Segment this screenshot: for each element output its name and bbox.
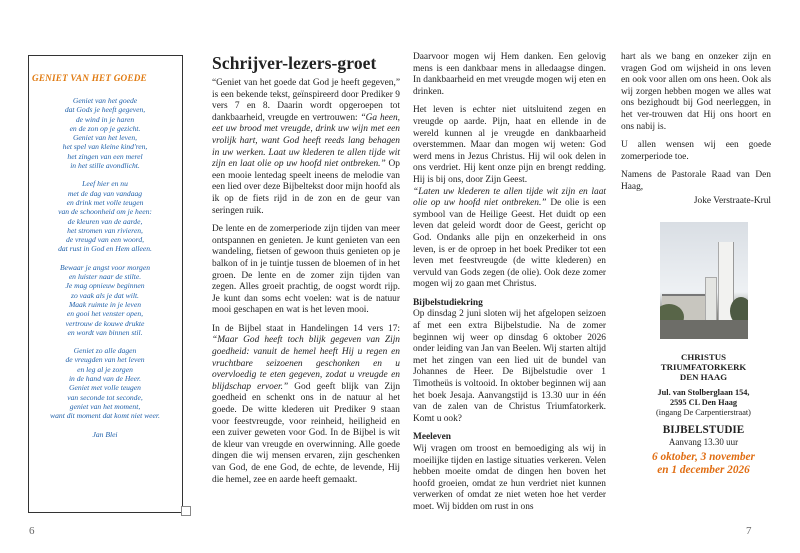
poem-stanza [32,263,178,337]
poem-line: de vreugd van een woord, [65,235,145,245]
poem-line: in het stille avondlicht. [70,161,140,171]
bell-tower-shape [705,277,717,322]
section-title: Meeleven [413,432,451,443]
poem-line: van seconde tot seconde, [67,392,143,402]
poem-line: de vreugden van het leven [65,355,145,365]
signature: Joke Verstraate-Krul [693,195,771,206]
poem-stanza [32,346,178,420]
paragraph: “Laten uw klederen te allen tijde wit zijn en laat olie op uw hoofd niet ontbreken.” De olie is een symbool van de Heilige Geest. Het duidt op een leven dat geleid wordt door de Geest, gericht op God. Ondanks alle pijn en onzekerheid in ons leven, is er de oproep in het boek Prediker tot een leven met feestvreugde (de witte klederen) en vervuld van Gods zegen (de olie). Ook deze zomer mogen wij zo gaan met Christus. [413,186,606,290]
poem-line: en gooi het venster open, [66,309,144,319]
paragraph: Op dinsdag 2 juni sloten wij het afgelopen seizoen af met een extra Bijbelstudie. Na de zomer beginnen wij weer op dinsdag 6 oktober 2026 onder leiding van Jan van Beelen. Wij starten altijd met het zingen van een lied uit de bundel van Johannes de Heer. De Bijbelstudie over 1 Timotheüs is voltooid. In oktober beginnen wij aan het boek Jesaja. Aanvangstijd is 13.30 uur in één van de zalen van de Christus Triumfatorkerk. Komt u ook? [413,309,606,424]
paragraph: Het leven is echter niet uitsluitend zegen en vreugde op aarde. Pijn, haat en ellende in de wereld kunnen al je vreugde en dankbaarheid overstemmen. Maar dan mogen wij weten: God werd mens in Jezus Christus. Hij wil ook delen in ons verdriet. Hij kent onze pijn en brengt redding. Hij is bij ons, door Zijn Geest. [413,105,606,185]
start-time: Aanvang 13.30 uur [668,437,739,447]
poem-line: en leg al je zorgen [77,364,133,374]
poem-stanza [32,96,178,170]
poem-author: Jan Blei [92,429,118,439]
church-postcode: 2595 CL Den Haag [669,398,738,407]
paragraph: Namens de Pastorale Raad van Den Haag, [621,170,771,192]
poem-stanza [32,179,178,253]
article-column-3 [621,52,771,214]
poem-line: en drink met volle teugen [66,197,144,207]
poem-line: in de hand van de Heer. [68,374,142,384]
poem-line: de kleuren van de aarde, [67,216,143,226]
poem-line: van de schoonheid om je heen: [58,207,152,217]
article-column-1 [212,78,400,493]
church-name-line: TRIUMFATORKERK [660,362,747,372]
article-column-2 [413,52,606,521]
bible-study-title: BIJBELSTUDIE [662,424,745,436]
church-photo [660,222,748,339]
poem-line: de wind in je haren [75,114,135,124]
poem-line: Leef hier en nu [82,179,128,189]
church-name-line: DEN HAAG [679,372,728,382]
church-entrance: (ingang De Carpentierstraat) [656,408,751,417]
poem-line: Geniet zo alle dagen [73,346,137,356]
poem-line: en luister naar de stilte. [68,272,142,282]
poem-title: GENIET VAN HET GOEDE [32,73,147,83]
street-shape [660,320,748,339]
study-dates: 6 oktober, 3 november en 1 december 2026 [652,451,755,476]
poem-line: het zingen van een merel [67,151,143,161]
poem-line: zo vaak als je dat wilt. [71,290,139,300]
paragraph: Daarvoor mogen wij Hem danken. Een gelovig mens is een dankbaar mens in alledaagse dingen. In dankbaarheid en met vreugde mogen wij eten en drinken. [413,52,606,97]
church-info [621,352,786,477]
poem-line: het stromen van rivieren, [67,225,143,235]
paragraph: In de Bijbel staat in Handelingen 14 vers 17: “Maar God heeft toch blijk gegeven van Zijn goedheid: vanuit de hemel heeft Hij u regen en vruchtbare seizoenen geschonken en u overvloedig te eten gegeven, zodat u vreugde en blijdschap ervoer.” God geeft blijk van Zijn goedheid en schenkt ons in de natuur al het goede. De witte klederen uit Prediker 9 staan voor feestvreugde, voor reinheid, heiligheid en een zuiver geweten voor God. In de Bijbel is wit de kleur van vreugde en overwinning. Alle goede dingen die wij mensen ervaren, zijn geschenken van God, de ene God, de echte, de levende, Hij die hemel, zee en aarde heeft gemaakt. [212,323,401,485]
poem-line: Geniet van het leven, [72,133,138,143]
frame-handle[interactable] [181,506,191,516]
paragraph: U allen wensen wij een goede zomerperiode toe. [621,140,771,162]
poem-line: Maak ruimte in je leven [68,299,142,309]
poem-line: en de zon op je gezicht. [69,123,141,133]
paragraph: “Geniet van het goede dat God je heeft gegeven,” is een bekende tekst, geïnspireerd door Prediker 9 vers 7 en 8. Daarin wordt opgeroepen tot dankbaarheid, vreugde en vertrouwen: “Ga heen, eet uw brood met vreugde, drink uw wijn met een vrolijk hart, want God heeft reeds lang behagen in uw werken. Laat uw klederen te allen tijde wit zijn en laat olie op uw hoofd niet ontbreken.” Op een mooie lentedag speelt ineens de melodie van een lied over deze Bijbeltekst door mijn hoofd als ik op de fiets rijd in de zon en de geur van seringen ruik. [212,78,400,216]
poem-line: Geniet van het goede [72,96,138,105]
paragraph: Wij vragen om troost en bemoediging als wij in moeilijke tijden en lastige situaties verkeren. Velen hebben moeite omdat de dingen hen boven het hoofd groeien, omdat ze hun verdriet niet kunnen verwerken of omdat ze niet weten hoe het verder moet. Wij bidden om rust in ons [413,444,606,512]
poem-line: Geniet met volle teugen [69,383,141,393]
page-number-right: 7 [746,525,752,537]
poem-line: want dit moment dat komt niet weer. [50,411,160,421]
poem-line: geniet van het moment, [69,401,141,411]
poem-line: Bewaar je angst voor morgen [60,262,150,272]
poem-line: vertrouw de kouwe drukte [65,318,145,328]
poem-line: het spel van kleine kind'ren, [62,142,148,152]
section-title: Bijbelstudiekring [413,297,483,308]
article-heading: Schrijver-lezers-groet [212,53,377,73]
page-number-left: 6 [29,525,35,537]
paragraph: De lente en de zomerperiode zijn tijden van meer ontspannen en genieten. Je kunt genieten van een wandeling, fietsen of gewoon thuis genieten op je balkon of in je tuintje tussen de bloemen of in het groen. De lente en de zomer zijn tijden van zegen. Alles groeit prachtig, de oogst wordt rijp. Je kunt dan soms echt voelen: wat is de natuur mooi geschapen en wat is het leven mooi. [212,224,400,316]
poem-body [32,96,178,439]
church-address: Jul. van Stolberglaan 154, [657,388,750,397]
paragraph: hart als we bang en onzeker zijn en vragen God om wijsheid in ons leven en ook voor allen om ons heen. Ook als wij zorgen hebben mogen we alles wat ons bezighoudt bij God neerleggen, in het ver-trouwen dat Hij ons hoort en ons nabij is. [621,52,771,132]
poem-line: dat rust in God en Hem alleen. [58,244,152,254]
poem-line: dat Gods je heeft gegeven, [64,105,146,115]
poem-line: Je mag opnieuw beginnen [65,281,145,291]
church-name-line: CHRISTUS [681,352,726,362]
poem-line: en wordt van binnen stil. [67,327,143,337]
poem-line: met de dag van vandaag [67,188,143,198]
